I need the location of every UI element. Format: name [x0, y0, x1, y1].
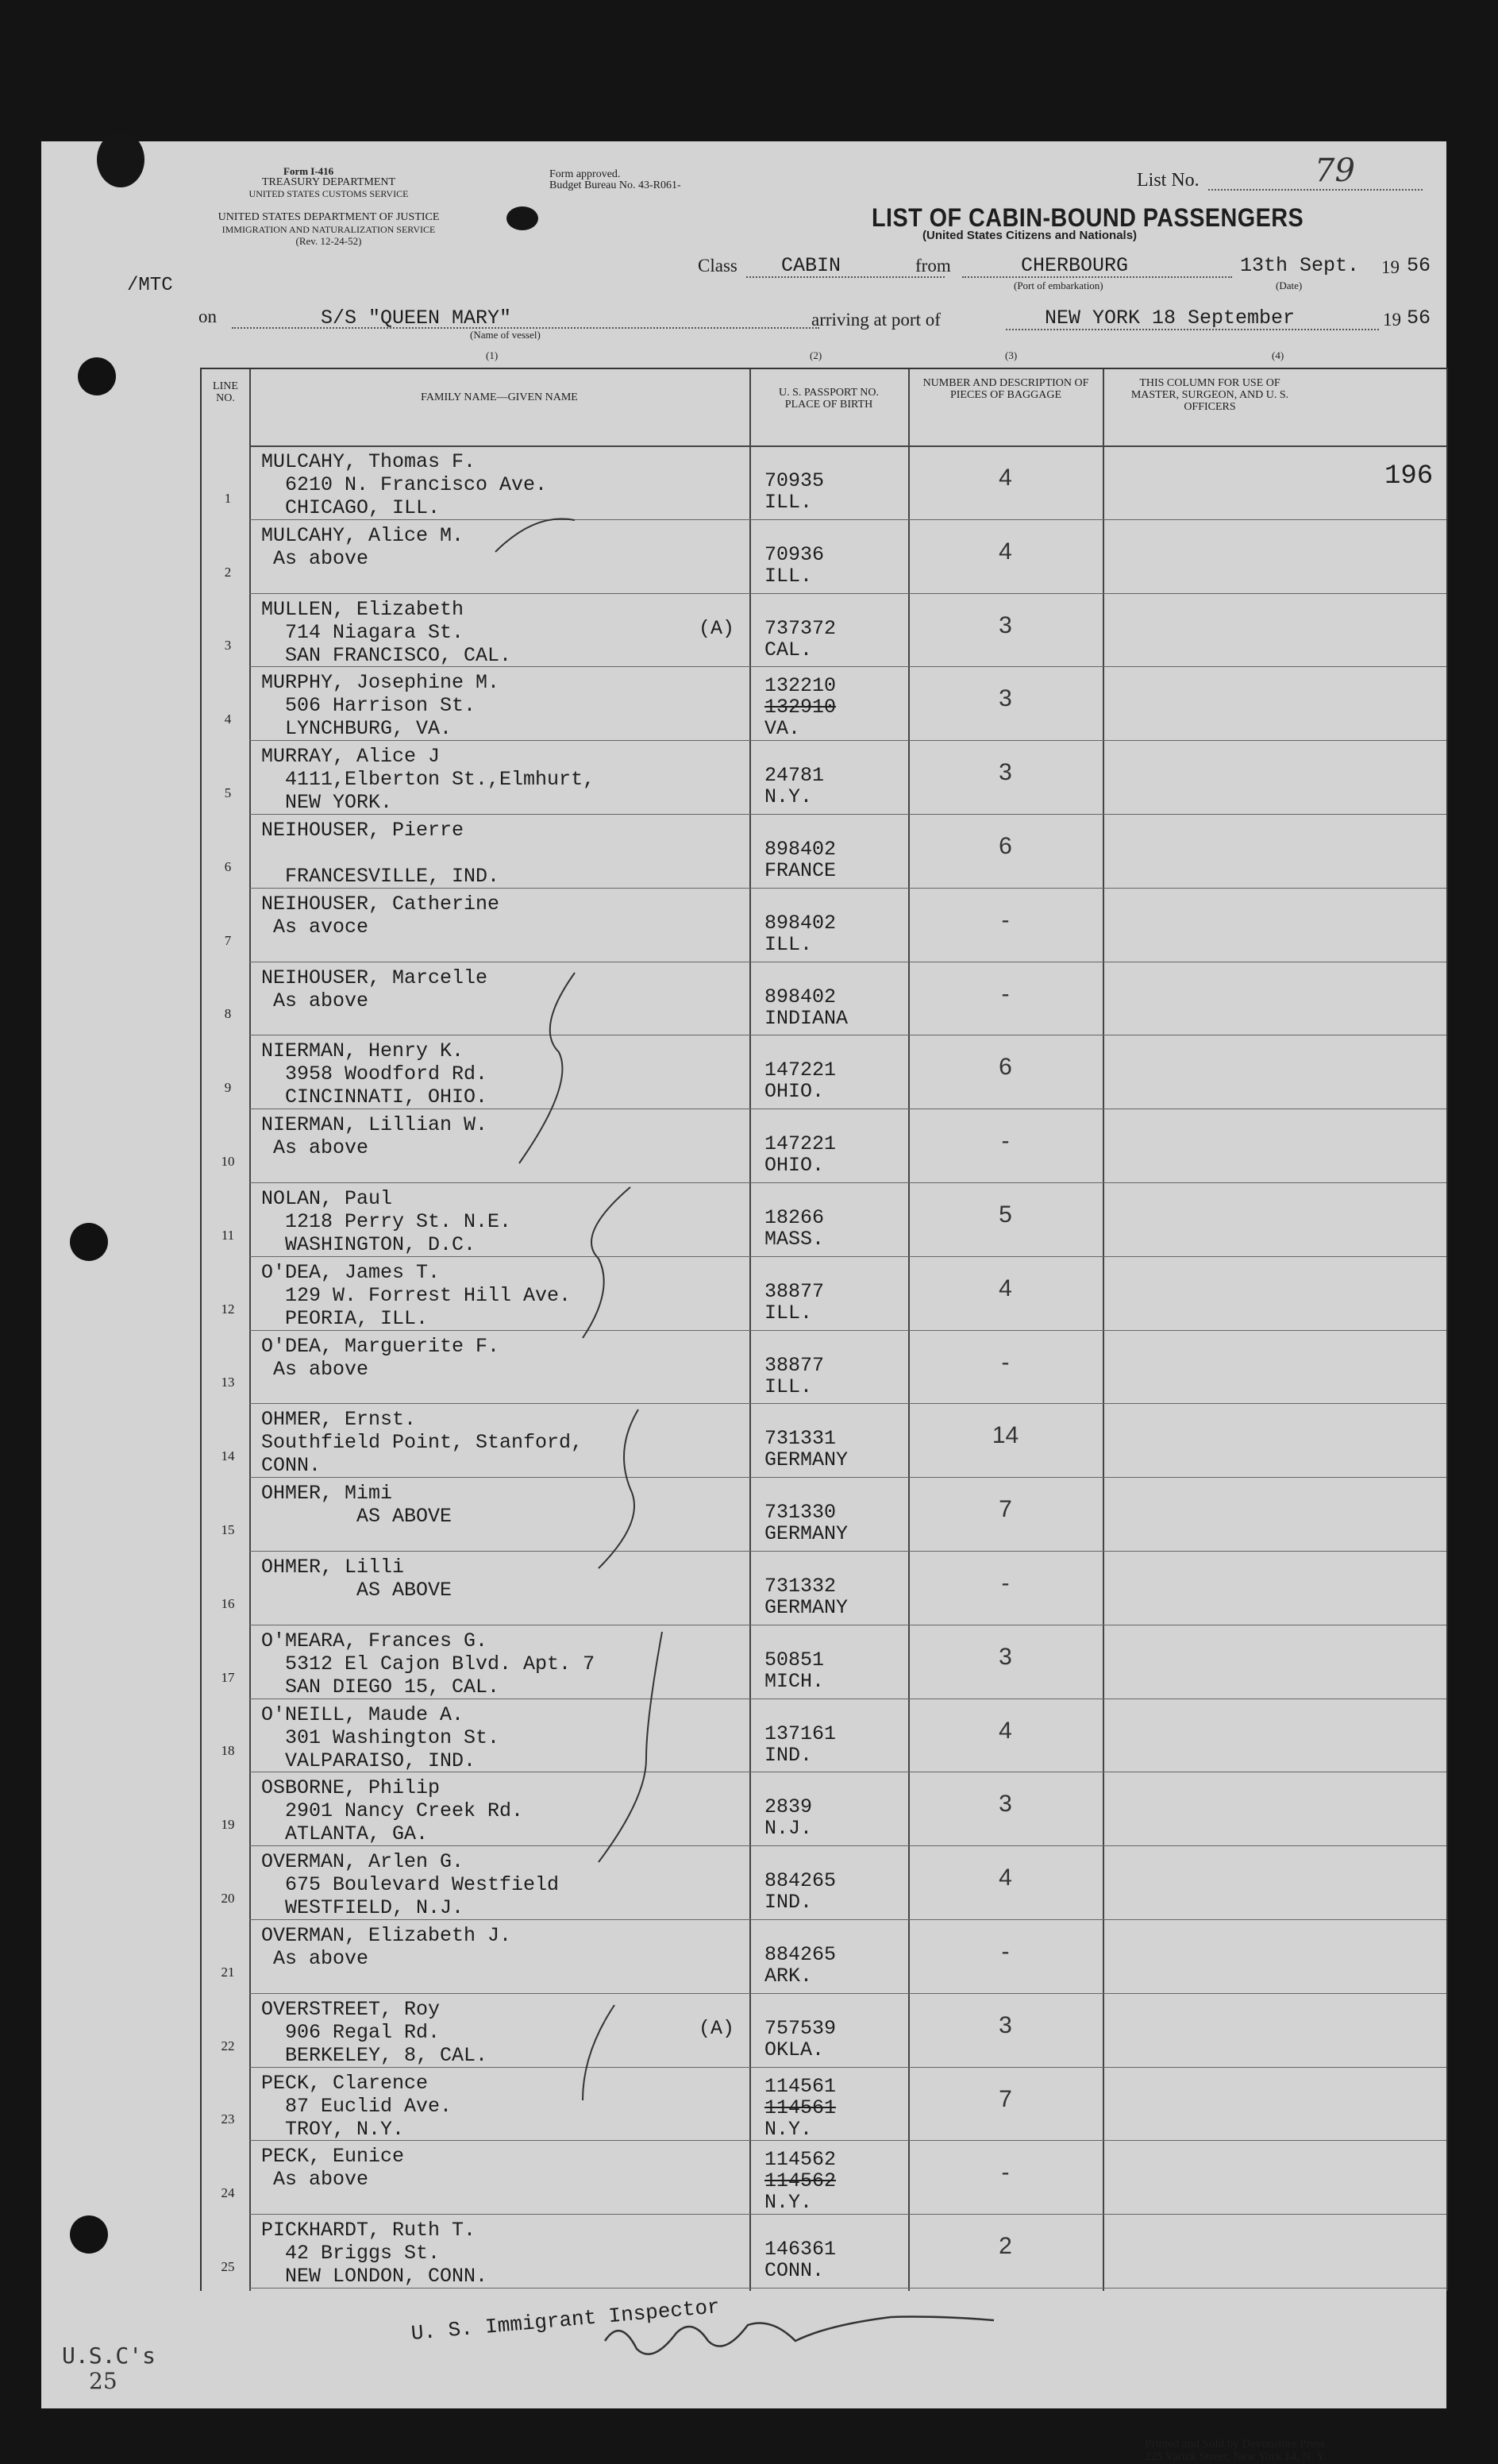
arrival-value: NEW YORK 18 September: [1045, 307, 1296, 330]
baggage-count: 6: [999, 833, 1012, 859]
family-given-name: PICKHARDT, Ruth T.: [261, 2219, 476, 2242]
vessel-value: S/S "QUEEN MARY": [321, 307, 512, 330]
approval-line: Form approved.: [549, 168, 621, 180]
baggage-count: 7: [999, 1496, 1012, 1523]
line-number: 10: [221, 1153, 235, 1169]
baggage-count: 4: [999, 1274, 1012, 1301]
usc-count-1: U.S.C's: [62, 2343, 156, 2369]
address-line: As above: [261, 1136, 369, 1160]
address-line: SAN DIEGO 15, CAL.: [261, 1675, 500, 1699]
passport-number: 147221: [764, 1058, 837, 1082]
birthplace: N.Y.: [764, 2117, 813, 2141]
address-line: AS ABOVE: [261, 1579, 452, 1602]
birthplace: VA.: [764, 717, 801, 741]
class-value: CABIN: [781, 254, 841, 277]
address-line: CONN.: [261, 1454, 322, 1478]
line-number: 22: [221, 2038, 235, 2053]
address-line: NEW YORK.: [261, 791, 393, 815]
address-line: As above: [261, 2168, 369, 2192]
class-label: Class: [698, 256, 737, 276]
manifest-page: [41, 141, 1446, 2463]
baggage-count: -: [1001, 2159, 1010, 2186]
list-no-dots: [1208, 189, 1423, 191]
baggage-count: 4: [999, 1864, 1012, 1891]
baggage-count: -: [1001, 906, 1010, 933]
address-line: 906 Regal Rd.: [261, 2020, 441, 2044]
page-title: LIST OF CABIN-BOUND PASSENGERS: [872, 203, 1304, 232]
line-number: 16: [221, 1595, 235, 1611]
address-line: WESTFIELD, N.J.: [261, 1896, 464, 1920]
from-caption: (Port of embarkation): [1014, 280, 1103, 291]
year-suffix: 56: [1407, 254, 1431, 277]
birthplace: CAL.: [764, 638, 813, 661]
baggage-count: 3: [999, 759, 1012, 786]
passport-number: 18266: [764, 1206, 825, 1229]
passport-number: 114561: [764, 2074, 837, 2098]
officer-note: 196: [1384, 461, 1434, 492]
birthplace: ILL.: [764, 932, 813, 956]
address-line: 6210 N. Francisco Ave.: [261, 473, 548, 496]
passport-number: 137161: [764, 1722, 837, 1745]
birthplace: OHIO.: [764, 1080, 825, 1104]
printer-line: 225 Varick Street, New York 14, N. Y.: [1145, 2451, 1327, 2463]
baggage-count: -: [1001, 980, 1010, 1007]
passport-number: 70936: [764, 542, 825, 566]
form-number: Form I-416: [283, 165, 334, 177]
printer-line: Printed and Sold by Devonshire Press: [1145, 2438, 1326, 2451]
address-line: VALPARAISO, IND.: [261, 1749, 476, 1772]
baggage-count: -: [1001, 1348, 1010, 1375]
from-label: from: [915, 256, 951, 276]
passport-number: 24781: [764, 764, 825, 788]
passport-number: 884265: [764, 1869, 837, 1893]
address-line: 42 Briggs St.: [261, 2242, 441, 2265]
address-line: As avoce: [261, 915, 369, 939]
address-line: 2901 Nancy Creek Rd.: [261, 1799, 524, 1823]
birthplace: FRANCE: [764, 859, 837, 882]
passport-number: 731331: [764, 1427, 837, 1451]
dept-line: (Rev. 12-24-52): [295, 235, 362, 247]
col-num-2: (2): [810, 349, 822, 361]
family-given-name: MULLEN, Elizabeth: [261, 597, 464, 621]
address-line: 1218 Perry St. N.E.: [261, 1210, 512, 1233]
birthplace: IND.: [764, 1743, 813, 1767]
family-given-name: O'DEA, Marguerite F.: [261, 1334, 500, 1358]
from-value: CHERBOURG: [1021, 254, 1129, 277]
birthplace: ILL.: [764, 491, 813, 514]
birthplace: CONN.: [764, 2259, 825, 2283]
usc-count-2: 25: [89, 2368, 117, 2394]
family-given-name: OHMER, Ernst.: [261, 1408, 417, 1432]
family-given-name: NIERMAN, Henry K.: [261, 1039, 464, 1063]
line-number: 21: [221, 1964, 235, 1980]
family-given-name: MURPHY, Josephine M.: [261, 671, 500, 695]
family-given-name: OVERMAN, Elizabeth J.: [261, 1924, 512, 1947]
baggage-count: 3: [999, 611, 1012, 638]
baggage-count: 7: [999, 2085, 1012, 2112]
birthplace: MASS.: [764, 1228, 825, 1251]
line-number: 5: [224, 785, 232, 800]
vessel-caption: (Name of vessel): [470, 329, 541, 341]
line-number: 24: [221, 2185, 235, 2201]
family-given-name: O'MEARA, Frances G.: [261, 1629, 488, 1652]
birthplace: N.J.: [764, 1817, 813, 1841]
line-number: 17: [221, 1669, 235, 1685]
baggage-count: 3: [999, 1643, 1012, 1670]
family-given-name: NEIHOUSER, Catherine: [261, 892, 500, 916]
birthplace: GERMANY: [764, 1448, 849, 1472]
address-line: ATLANTA, GA.: [261, 1822, 429, 1846]
birthplace: 132910: [764, 696, 837, 719]
binder-hole: [70, 2215, 108, 2254]
class-dots: [746, 276, 945, 278]
address-line: NEW LONDON, CONN.: [261, 2265, 488, 2289]
birthplace: GERMANY: [764, 1596, 849, 1619]
mtc-note: /MTC: [127, 275, 173, 296]
passport-number: 731330: [764, 1501, 837, 1525]
address-line: 506 Harrison St.: [261, 694, 476, 718]
birthplace: INDIANA: [764, 1006, 849, 1030]
baggage-count: 3: [999, 685, 1012, 712]
line-number: 25: [221, 2258, 235, 2274]
ink-blot: [506, 206, 538, 230]
address-line: 129 W. Forrest Hill Ave.: [261, 1283, 572, 1307]
birthplace: ILL.: [764, 1375, 813, 1398]
birthplace: GERMANY: [764, 1522, 849, 1546]
line-number: 1: [224, 490, 232, 506]
family-given-name: PECK, Eunice: [261, 2145, 405, 2169]
baggage-count: 14: [992, 1422, 1019, 1449]
address-line: LYNCHBURG, VA.: [261, 717, 452, 741]
address-line: CINCINNATI, OHIO.: [261, 1085, 488, 1109]
annotation-mark: (A): [699, 616, 735, 640]
baggage-count: 3: [999, 1791, 1012, 1818]
line-number: 14: [221, 1448, 235, 1464]
passport-number: 757539: [764, 2016, 837, 2040]
on-label: on: [198, 307, 217, 326]
baggage-count: 4: [999, 465, 1012, 491]
passport-number: 38877: [764, 1353, 825, 1377]
dept-line: UNITED STATES DEPARTMENT OF JUSTICE: [218, 211, 440, 223]
dept-line: IMMIGRATION AND NATURALIZATION SERVICE: [221, 224, 436, 235]
line-number: 15: [221, 1521, 235, 1537]
address-line: 714 Niagara St.: [261, 620, 464, 644]
dept-line: UNITED STATES CUSTOMS SERVICE: [248, 188, 409, 199]
birthplace: 114561: [764, 2096, 837, 2119]
passport-number: 2839: [764, 1795, 813, 1819]
birthplace: OKLA.: [764, 2038, 825, 2061]
checkmark-strokes: [202, 369, 1446, 2291]
passport-number: 898402: [764, 985, 837, 1008]
baggage-count: 4: [999, 1717, 1012, 1744]
family-given-name: OVERSTREET, Roy: [261, 1997, 441, 2021]
arrival-year-prefix: 19: [1383, 310, 1401, 330]
birthplace: MICH.: [764, 1669, 825, 1693]
passport-number: 898402: [764, 911, 837, 935]
birthplace: ILL.: [764, 1301, 813, 1325]
passenger-table: [200, 368, 1448, 2291]
col-passport: U. S. PASSPORT NO. PLACE OF BIRTH: [779, 387, 879, 411]
address-line: PEORIA, ILL.: [261, 1306, 429, 1330]
family-given-name: MULCAHY, Alice M.: [261, 523, 464, 547]
line-number: 4: [224, 711, 232, 727]
address-line: 5312 El Cajon Blvd. Apt. 7: [261, 1652, 595, 1675]
passport-number: 132210: [764, 674, 837, 698]
birthplace: N.Y.: [764, 2191, 813, 2215]
family-given-name: NEIHOUSER, Pierre: [261, 819, 464, 842]
col-officers: THIS COLUMN FOR USE OF MASTER, SURGEON, AND U. S. OFFICERS: [1130, 377, 1289, 413]
passport-number: 114562: [764, 2148, 837, 2172]
line-number: 23: [221, 2111, 235, 2127]
line-number: 2: [224, 564, 232, 580]
address-line: 301 Washington St.: [261, 1726, 500, 1749]
page-subtitle: (United States Citizens and Nationals): [922, 229, 1138, 242]
family-given-name: OHMER, Lilli: [261, 1556, 405, 1579]
family-given-name: OVERMAN, Arlen G.: [261, 1850, 464, 1874]
birthplace: ILL.: [764, 564, 813, 588]
passport-number: 146361: [764, 2238, 837, 2262]
line-number: 12: [221, 1301, 235, 1317]
passport-number: 38877: [764, 1279, 825, 1303]
col-num-4: (4): [1272, 349, 1284, 361]
annotation-mark: (A): [699, 2016, 735, 2040]
baggage-count: 6: [999, 1054, 1012, 1081]
arrival-dots: [1006, 329, 1379, 330]
birthplace: 114562: [764, 2169, 837, 2193]
address-line: TROY, N.Y.: [261, 2117, 405, 2141]
address-line: As above: [261, 1947, 369, 1970]
address-line: As above: [261, 1357, 369, 1381]
approval-line: Budget Bureau No. 43-R061-: [549, 179, 681, 191]
address-line: 3958 Woodford Rd.: [261, 1062, 488, 1086]
line-number: 8: [224, 1006, 232, 1022]
baggage-count: -: [1001, 1570, 1010, 1596]
baggage-count: 2: [999, 2233, 1012, 2260]
address-line: BERKELEY, 8, CAL.: [261, 2043, 488, 2067]
family-given-name: O'DEA, James T.: [261, 1260, 441, 1284]
family-given-name: O'NEILL, Maude A.: [261, 1702, 464, 1726]
address-line: 87 Euclid Ave.: [261, 2094, 452, 2118]
family-given-name: MULCAHY, Thomas F.: [261, 450, 476, 473]
year-prefix: 19: [1381, 257, 1400, 277]
address-line: 4111,Elberton St.,Elmhurt,: [261, 768, 595, 792]
birthplace: N.Y.: [764, 785, 813, 809]
date-value: 13th Sept.: [1240, 254, 1360, 277]
baggage-count: 3: [999, 2011, 1012, 2038]
line-number: 13: [221, 1375, 235, 1390]
address-line: As above: [261, 989, 369, 1012]
inspector-signature: [589, 2285, 1002, 2373]
family-given-name: NEIHOUSER, Marcelle: [261, 966, 488, 989]
baggage-count: -: [1001, 1128, 1010, 1155]
passport-number: 898402: [764, 838, 837, 861]
family-given-name: OSBORNE, Philip: [261, 1776, 441, 1800]
baggage-count: -: [1001, 1938, 1010, 1965]
col-baggage: NUMBER AND DESCRIPTION OF PIECES OF BAGGAGE: [922, 377, 1089, 401]
baggage-count: 4: [999, 538, 1012, 565]
address-line: FRANCESVILLE, IND.: [261, 865, 500, 888]
address-line: CHICAGO, ILL.: [261, 496, 441, 519]
family-given-name: PECK, Clarence: [261, 2071, 429, 2095]
birthplace: OHIO.: [764, 1154, 825, 1178]
dept-line: TREASURY DEPARTMENT: [261, 176, 396, 188]
ink-blot: [97, 132, 144, 187]
binder-hole: [70, 1223, 108, 1261]
family-given-name: NIERMAN, Lillian W.: [261, 1113, 488, 1137]
birthplace: ARK.: [764, 1965, 813, 1988]
family-given-name: OHMER, Mimi: [261, 1482, 393, 1506]
line-number: 20: [221, 1890, 235, 1906]
line-number: 19: [221, 1817, 235, 1833]
address-line: WASHINGTON, D.C.: [261, 1233, 476, 1256]
passport-number: 70935: [764, 469, 825, 492]
line-number: 6: [224, 858, 232, 874]
list-no-label: List No.: [1137, 170, 1200, 191]
line-number: 18: [221, 1743, 235, 1759]
col-line-no: LINE NO.: [213, 380, 238, 404]
col-num-1: (1): [486, 349, 499, 361]
address-line: AS ABOVE: [261, 1505, 452, 1529]
passport-number: 884265: [764, 1943, 837, 1966]
passport-number: 737372: [764, 616, 837, 640]
col-num-3: (3): [1005, 349, 1018, 361]
passport-number: 731332: [764, 1575, 837, 1598]
binder-hole: [78, 357, 116, 395]
col-name: FAMILY NAME—GIVEN NAME: [421, 391, 578, 403]
arriving-label: arriving at port of: [811, 310, 941, 330]
address-line: As above: [261, 546, 369, 570]
family-given-name: NOLAN, Paul: [261, 1187, 393, 1210]
line-number: 7: [224, 932, 232, 948]
baggage-count: 5: [999, 1201, 1012, 1228]
line-number: 3: [224, 638, 232, 654]
inspector-signature-line: U. S. Immigrant Inspector: [410, 2295, 721, 2346]
address-line: Southfield Point, Stanford,: [261, 1431, 583, 1455]
from-dots: [962, 276, 1232, 278]
date-caption: (Date): [1276, 280, 1303, 291]
arrival-year: 56: [1407, 307, 1431, 330]
address-line: SAN FRANCISCO, CAL.: [261, 643, 512, 667]
list-no-value: 79: [1315, 152, 1355, 189]
passport-number: 147221: [764, 1132, 837, 1156]
family-given-name: MURRAY, Alice J: [261, 745, 441, 769]
address-line: 675 Boulevard Westfield: [261, 1873, 560, 1897]
line-number: 11: [221, 1227, 235, 1243]
birthplace: IND.: [764, 1891, 813, 1915]
line-number: 9: [224, 1080, 232, 1096]
passport-number: 50851: [764, 1648, 825, 1672]
